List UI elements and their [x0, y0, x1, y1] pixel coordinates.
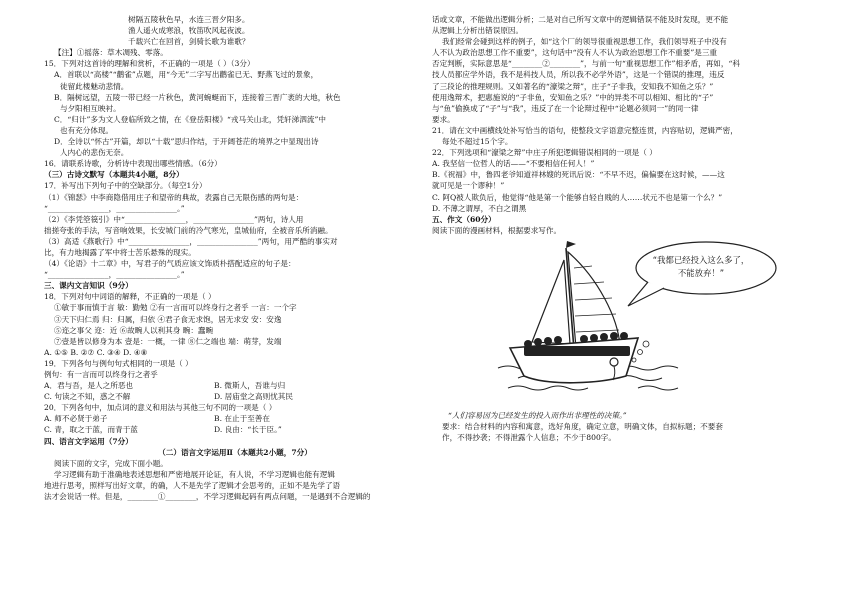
q19-options-row: [44, 391, 426, 402]
question-17: 17．补写出下列句子中的空缺部分。（每空1分）: [44, 181, 207, 191]
q18-item: ③天下归仁焉 归：归属，归依 ④君子食无求饱，居无求安 安：安逸: [54, 314, 282, 324]
q17-item: （4）《论语》十二章》中，写君子的气质应该文饰质朴搭配适应的句子是：: [44, 259, 296, 269]
question-18: 18．下列对句中词语的解释，不正确的一项是（ ）: [44, 292, 216, 302]
left-column: [44, 14, 426, 502]
q17-item: （3）高适《燕歌行》中“________________，________________”两句，用严酷的事实对: [44, 236, 338, 246]
q19-example: 例句：有一言而可以终身行之者乎: [44, 370, 158, 379]
essay-requirement: 要求：结合材料的内容和寓意，选好角度，确定立意，明确文体，自拟标题；不要套: [442, 421, 723, 431]
passage-line: 技人员都应学外语，我不是科技人员，所以我不必学外语”，这是一个错误的推理，违反: [432, 70, 725, 80]
q17-item: 拙搓夸张的手法，写音响效果，长安城门前的冷气寒光，皇城仙府，全被音乐所消融。: [44, 225, 333, 235]
poem-line: 渔人遥火成寒浪，牧笛吹风起夜波。: [128, 26, 250, 36]
q18-answers: A. ①⑤ B. ②⑦ C. ③④ D. ④⑧: [44, 347, 148, 357]
question-22: 22．下列选项和“濠梁之辩”中庄子所犯逻辑错误相同的一项是（ ）: [432, 148, 657, 158]
passage-line: 学习逻辑有助于准确地表述思想和严密地展开论证，有人说，不学习逻辑也能有逻辑: [54, 469, 335, 479]
poem-line: 千载兴亡在回首，剑骑长歌为谁歌？: [128, 37, 250, 47]
q15-option: D．全诗以“怀古”开篇，却以“十载”思归作结，于开阔苍茫的境界之中显现出诗: [54, 137, 319, 147]
q19-options-row: [44, 380, 426, 391]
q19-option: A．君与吾，是人之所恶也: [44, 381, 134, 391]
subsection-heading: （二）语言文字运用Ⅱ（本题共2小题，7分）: [158, 447, 312, 457]
passage-line: 我们经常会碰到这样的例子，如“这个厂的领导很重视思想工作，我们领导班子中没有: [442, 37, 727, 47]
q22-option: 就可见是一个谬种！”: [432, 181, 505, 191]
passage-line: 要求。: [432, 114, 455, 124]
q15-option: B．隔树远望，五陵一带已经一片秋色，黄河蜿蜒而下，连接着三晋广袤的大地，秋色: [54, 92, 341, 102]
q20-option: A. 师不必贤于弟子: [44, 414, 108, 424]
q15-option: 也有充分体现。: [60, 125, 114, 135]
cartoon: [432, 238, 824, 410]
right-column: [432, 14, 824, 443]
q17-item: “________________，________________。”: [44, 270, 185, 280]
q15-option: 与夕阳相互映衬。: [60, 103, 121, 113]
reading-instruction: 阅读下面的漫画材料，根据要求写作。: [432, 225, 562, 235]
essay-requirement: 作，不得抄袭；不得泄露个人信息；不少于800字。: [442, 433, 616, 443]
passage-line: 法才会说话一样。但是，________①________，不学习逻辑起码有两点问题，一是遇到不合逻辑的: [44, 492, 371, 502]
q22-option: D. 不薄之谓厚，不白之谓黑: [432, 203, 527, 213]
question-21: 21．请在文中画横线处补写恰当的语句，使整段文字语意完整连贯，内容贴切，逻辑严密，: [432, 125, 738, 135]
q20-options-row: [44, 413, 426, 424]
q18-item: ⑦壹是皆以修身为本 壹是：一概，一律 ⑧仁之端也 端：萌芽，发端: [54, 336, 282, 346]
question-20: 20．下列各句中，加点词的意义和用法与其他三句不同的一项是（ ）: [44, 403, 277, 413]
q20-option: D. 良由：“长于臣。”: [214, 425, 282, 435]
passage-line: 话或文章，不能做出逻辑分析；二是对自己所写文章中的逻辑错误不能及时发现，更不能: [432, 15, 729, 24]
section-heading: 三、课内文言知识（9分）: [44, 281, 133, 291]
q17-item: “________________，________________。”: [44, 203, 185, 213]
question-19: 19．下列各句与例句句式相同的一项是（ ）: [44, 358, 193, 368]
q15-option: 徒留此楼魅动悲情。: [60, 81, 129, 91]
q15-option: A．首联以“高楼”“鹳雀”点题，用“今无”二字写出鹳雀已无、野燕飞过的景象，: [54, 70, 319, 80]
q19-option: B. 微斯人，吾谁与归: [214, 381, 286, 391]
q20-option: B. 在止于至善在: [214, 414, 270, 424]
question-16: 16．请联系诗歌，分析诗中表现出哪些情感。（6分）: [44, 159, 222, 169]
reading-instruction: 阅读下面的文字，完成下面小题。: [54, 458, 168, 468]
section-heading: （三）古诗文默写（本题共4小题，8分）: [44, 170, 184, 180]
poem-note: 【注】①摇落：草木凋残、零落。: [54, 48, 168, 58]
section-heading: 四、语言文字运用（7分）: [44, 436, 133, 446]
passage-line: 与“鱼”偷换成了“子”与“我”，违反了在一个论辩过程中“论题必须同一”的同一律: [432, 103, 699, 113]
q18-item: ⑤迩之事父 迩：近 ⑥故畹人以利其身 畹：蠢畹: [54, 325, 214, 335]
passage-line: 了三段论的推理规则。又如著名的“濠梁之辩”，庄子“子非我，安知我不知鱼之乐？”: [432, 81, 714, 91]
q18-item: ①敏于事而慎于言 敏：勤勉 ②有一言而可以终身行之者乎 一言：一个字: [54, 303, 297, 313]
q22-option: A. 我坚信一位哲人的话——“不要相信任何人！”: [432, 159, 595, 169]
passage-line: 否定判断，实际意思是“________②________”，与前一句“重视思想工作”相矛盾，再如，“科: [432, 59, 740, 69]
section-heading: 五、作文（60分）: [432, 214, 496, 224]
q17-item: （1）《锦瑟》中李商隐借用庄子和望帝的典故，表露自己无限伤感的两句是：: [44, 192, 304, 202]
q22-option: B.《祝福》中，鲁四老爷知道祥林嫂的死讯后说：“不早不迟，偏偏要在这时候，——这: [432, 170, 725, 180]
question-15: 15．下列对这首诗的理解和赏析，不正确的一项是（ ）（3分）: [44, 59, 255, 69]
poem-line: 树隔五陵秋色早，水连三晋夕阳多。: [128, 15, 250, 24]
passage-line: 人不认为政治思想工作不重要”，这句话中“没有人不认为政治思想工作不重要”是三重: [432, 48, 718, 58]
passage-line: 地进行思考，照样写出好文章，的确，人不是先学了逻辑才会思考的，正如不是先学了语: [44, 480, 341, 490]
q17-item: 比，有力地揭露了军中将士苦乐悬殊的现实。: [44, 247, 196, 257]
q19-option: C. 句读之不知，惑之不解: [44, 392, 131, 402]
question-21-cont: 每处不超过15个字。: [442, 137, 513, 147]
speech-bubble-text: “我都已经投入这么多了， 不能放弃！”: [652, 254, 750, 278]
q20-option: C. 青，取之于蓝，而青于蓝: [44, 425, 138, 435]
q19-option: D. 居庙堂之高则忧其民: [214, 392, 293, 402]
q15-option: 人内心的悲伤无奈。: [60, 148, 129, 158]
passage-line: 使用逸辩术，把惠施说的“子非鱼，安知鱼之乐？”中的异类不可以相知、相比的“子”: [432, 92, 714, 102]
q17-item: （2）《李凭箜篌引》中“________________，________________”两句，诗人用: [44, 214, 304, 224]
q20-options-row: [44, 424, 426, 435]
cartoon-caption: “人们容易因为已经发生的投入而作出非理性的决策。”: [448, 410, 627, 420]
q22-option: C. 阿Q被人欺负后，他觉得“他是第一个能够自轻自贱的人……状元不也是第一个么？”: [432, 192, 723, 202]
q15-option: C．“归计”多为文人登临所致之情，在《登岳阳楼》“戎马关山北，凭轩涕泗流”中: [54, 114, 326, 124]
passage-line: 从逻辑上分析出错误原因。: [432, 26, 524, 36]
